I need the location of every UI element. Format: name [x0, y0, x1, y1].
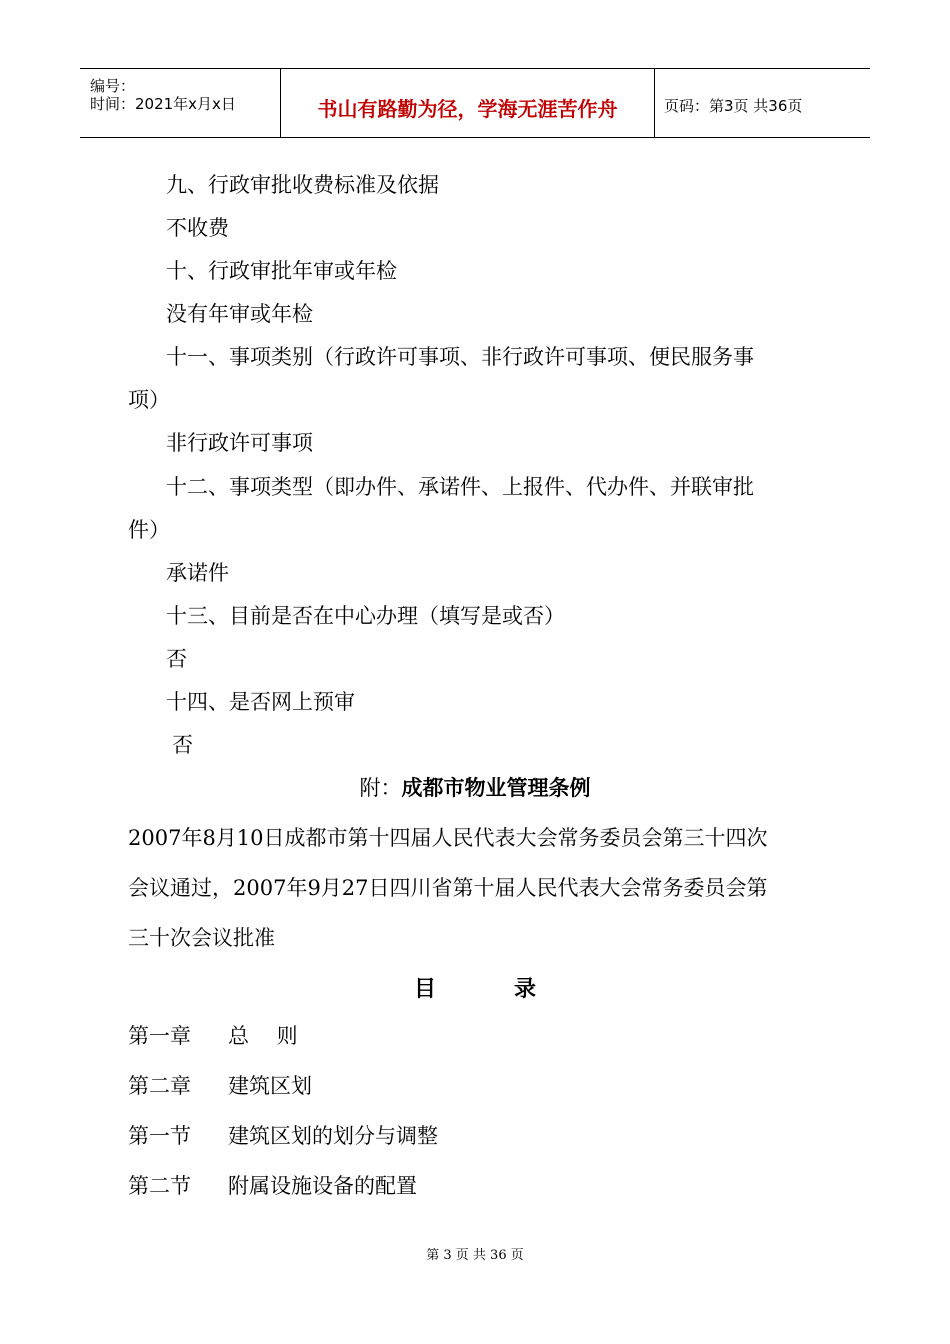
- appendix-paragraph-line-3: 三十次会议批准: [128, 926, 275, 950]
- item-13-heading: 十三、目前是否在中心办理（填写是或否）: [166, 604, 565, 628]
- toc-chapter-title: 建筑区划: [228, 1074, 312, 1098]
- item-12-heading: 十二、事项类型（即办件、承诺件、上报件、代办件、并联审批: [166, 475, 754, 499]
- header-page-cell: [654, 69, 870, 137]
- item-9-value: 不收费: [166, 216, 229, 240]
- toc-chapter-label: 第一章: [128, 1024, 191, 1048]
- item-10-value: 没有年审或年检: [166, 302, 313, 326]
- header-motto-cell: [280, 69, 655, 137]
- doc-time-label: 时间：2021年x月x日: [90, 95, 236, 113]
- toc-section-title: 附属设施设备的配置: [228, 1174, 417, 1198]
- toc-chapter-title: 总 则: [228, 1024, 298, 1048]
- toc-title-char-1: 目: [414, 976, 437, 1002]
- item-11-heading: 十一、事项类别（行政许可事项、非行政许可事项、便民服务事: [166, 345, 754, 369]
- item-13-value: 否: [166, 647, 187, 671]
- appendix-paragraph-line-2: 会议通过，2007年9月27日四川省第十届人民代表大会常务委员会第: [128, 876, 768, 900]
- toc-section-label: 第一节: [128, 1124, 191, 1148]
- item-14-heading: 十四、是否网上预审: [166, 690, 355, 714]
- item-12-heading-cont: 件）: [128, 518, 170, 542]
- doc-number-label: 编号：: [90, 77, 136, 95]
- item-9-heading: 九、行政审批收费标准及依据: [166, 173, 439, 197]
- item-11-heading-cont: 项）: [128, 388, 170, 412]
- toc-chapter-label: 第二章: [128, 1074, 191, 1098]
- item-11-value: 非行政许可事项: [166, 431, 313, 455]
- page-footer: 第 3 页 共 36 页: [426, 1248, 524, 1263]
- item-12-value: 承诺件: [166, 561, 229, 585]
- item-10-heading: 十、行政审批年审或年检: [166, 259, 397, 283]
- page-header: [80, 68, 870, 138]
- toc-title-char-2: 录: [514, 976, 537, 1002]
- header-motto: 书山有路勤为径，学海无涯苦作舟: [317, 97, 618, 121]
- appendix-title-text: 成都市物业管理条例: [401, 775, 591, 800]
- appendix-prefix: 附：: [359, 776, 402, 800]
- header-page-number: 页码：第3页 共36页: [664, 97, 803, 115]
- appendix-title: [0, 774, 950, 802]
- appendix-paragraph-line-1: 2007年8月10日成都市第十四届人民代表大会常务委员会第三十四次: [128, 826, 768, 850]
- toc-section-label: 第二节: [128, 1174, 191, 1198]
- header-meta: [80, 69, 280, 137]
- toc-section-title: 建筑区划的划分与调整: [228, 1124, 438, 1148]
- item-14-value: 否: [172, 733, 193, 757]
